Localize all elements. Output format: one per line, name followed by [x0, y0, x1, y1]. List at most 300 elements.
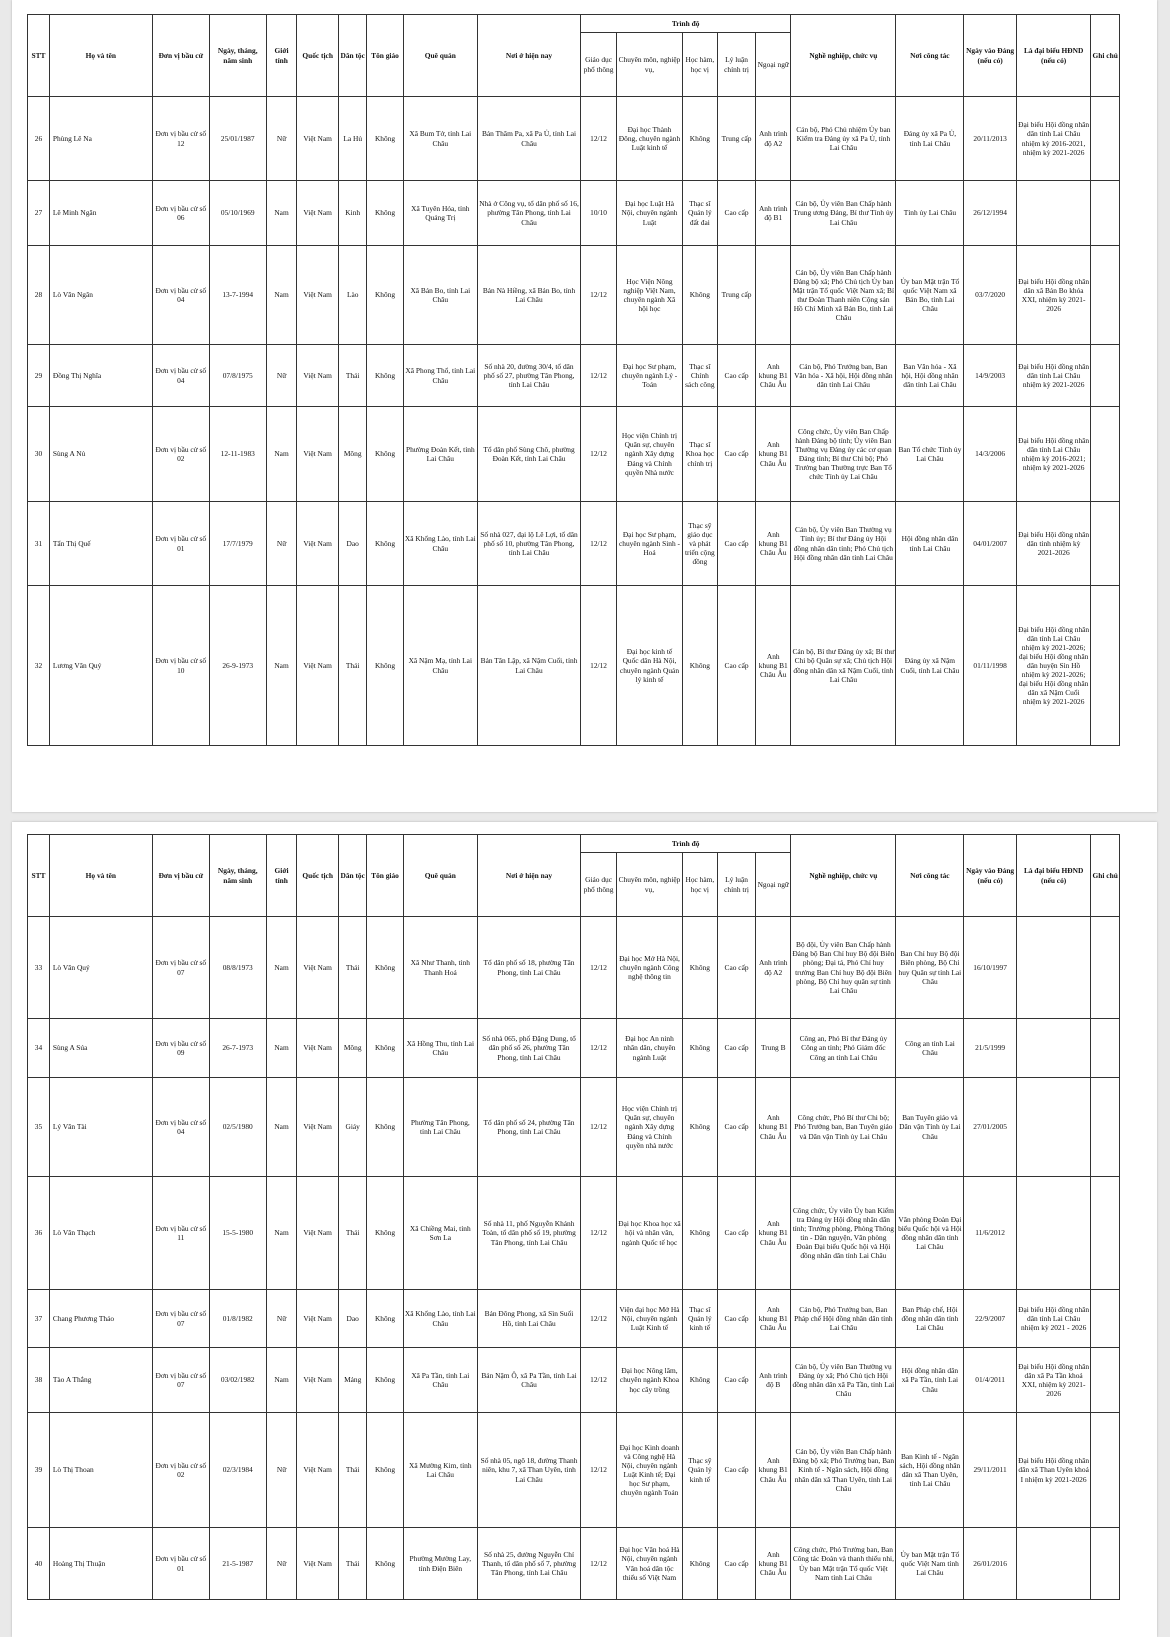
cell-noi-o: Số nhà 027, đại lộ Lê Lợi, tổ dân phố số 10, phường Tân Phong, tỉnh Lai Châu: [478, 502, 581, 586]
cell-dai-bieu: Đại biểu Hội đồng nhân dân tỉnh nhiệm kỳ 2021-2026: [1016, 502, 1090, 586]
cell-noi-o: Bản Nậm Ô, xã Pa Tần, tỉnh Lai Châu: [478, 1348, 581, 1413]
cell-dan-toc: Thái: [338, 1528, 366, 1600]
cell-ly-luan: Cao cấp: [717, 1177, 755, 1290]
cell-ho-ten: Lương Văn Quý: [49, 586, 152, 746]
cell-hoc-ham: Không: [682, 1078, 717, 1177]
cell-ly-luan: Cao cấp: [717, 1290, 755, 1348]
cell-noi-cong-tac: Ban Văn hóa - Xã hội, Hội đồng nhân dân tỉnh Lai Châu: [896, 345, 964, 407]
col-don-vi: Đơn vị bầu cử: [152, 835, 209, 917]
cell-chuyen-mon: Đại học Luật Hà Nội, chuyên ngành Luật: [617, 181, 683, 246]
cell-stt: 34: [28, 1019, 50, 1078]
document-page-2: [12, 822, 1157, 1637]
cell-ghi-chu: [1091, 181, 1120, 246]
cell-quoc-tich: Việt Nam: [297, 1078, 339, 1177]
cell-que-quan: Xã Pa Tần, tỉnh Lai Châu: [403, 1348, 477, 1413]
cell-ngay-sinh: 03/02/1982: [209, 1348, 266, 1413]
cell-gioi-tinh: Nữ: [266, 1528, 297, 1600]
cell-stt: 26: [28, 97, 50, 181]
cell-ngoai-ngu: [756, 246, 791, 345]
cell-ngay-vao-dang: 03/7/2020: [964, 246, 1017, 345]
table-row: [28, 502, 1120, 586]
cell-nghe-nghiep: Công chức, Phó Bí thư Chi bộ; Phó Trưởng ban, Ban Tuyên giáo và Dân vận Tỉnh ủy Lai Châu: [791, 1078, 896, 1177]
cell-stt: 35: [28, 1078, 50, 1177]
cell-hoc-ham: Không: [682, 1348, 717, 1413]
cell-stt: 36: [28, 1177, 50, 1290]
cell-noi-o: Số nhà 25, đường Nguyễn Chí Thanh, tổ dân phố số 7, phường Tân Phong, tỉnh Lai Châu: [478, 1528, 581, 1600]
cell-ngay-sinh: 26-9-1973: [209, 586, 266, 746]
cell-ngay-vao-dang: 26/12/1994: [964, 181, 1017, 246]
cell-que-quan: Xã Nậm Mạ, tỉnh Lai Châu: [403, 586, 477, 746]
cell-quoc-tich: Việt Nam: [297, 1019, 339, 1078]
candidate-table: [27, 834, 1120, 1600]
table-row: [28, 97, 1120, 181]
cell-gioi-tinh: Nam: [266, 1019, 297, 1078]
cell-don-vi: Đơn vị bầu cử số 11: [152, 1177, 209, 1290]
cell-ngay-vao-dang: 11/6/2012: [964, 1177, 1017, 1290]
document-page-1: [12, 0, 1157, 812]
cell-don-vi: Đơn vị bầu cử số 01: [152, 502, 209, 586]
cell-ngay-vao-dang: 22/9/2007: [964, 1290, 1017, 1348]
cell-don-vi: Đơn vị bầu cử số 12: [152, 97, 209, 181]
cell-gdpt: 12/12: [580, 917, 616, 1019]
cell-nghe-nghiep: Cán bộ, Phó Trưởng ban, Ban Pháp chế Hội đồng nhân dân tỉnh Lai Châu: [791, 1290, 896, 1348]
cell-ghi-chu: [1091, 246, 1120, 345]
cell-dan-toc: Mông: [338, 1019, 366, 1078]
col-ngoai-ngu: Ngoại ngữ: [756, 853, 791, 917]
cell-ton-giao: Không: [367, 917, 403, 1019]
cell-don-vi: Đơn vị bầu cử số 04: [152, 345, 209, 407]
cell-chuyen-mon: Đại học kinh tế Quốc dân Hà Nội, chuyên ngành Quản lý kinh tế: [617, 586, 683, 746]
cell-ly-luan: Cao cấp: [717, 1528, 755, 1600]
table-row: [28, 586, 1120, 746]
candidate-table: [27, 14, 1120, 746]
cell-noi-cong-tac: Hội đồng nhân dân xã Pa Tần, tỉnh Lai Châu: [896, 1348, 964, 1413]
cell-ly-luan: Trung cấp: [717, 97, 755, 181]
cell-stt: 29: [28, 345, 50, 407]
cell-chuyen-mon: Đại học Sư phạm, chuyên ngành Lý - Toán: [617, 345, 683, 407]
cell-dan-toc: Thái: [338, 586, 366, 746]
cell-ton-giao: Không: [367, 345, 403, 407]
cell-noi-cong-tac: Ban Kinh tế - Ngân sách, Hội đồng nhân dân xã Than Uyên, tỉnh Lai Châu: [896, 1413, 964, 1528]
col-gioi-tinh: Giới tính: [266, 15, 297, 97]
cell-noi-o: Số nhà 05, ngõ 18, đường Thanh niên, khu 7, xã Than Uyên, tỉnh Lai Châu: [478, 1413, 581, 1528]
cell-ngay-sinh: 02/3/1984: [209, 1413, 266, 1528]
cell-quoc-tich: Việt Nam: [297, 1177, 339, 1290]
cell-ngay-sinh: 17/7/1979: [209, 502, 266, 586]
cell-ton-giao: Không: [367, 1528, 403, 1600]
col-dan-toc: Dân tộc: [338, 835, 366, 917]
cell-noi-cong-tac: Đảng ủy xã Nậm Cuổi, tỉnh Lai Châu: [896, 586, 964, 746]
cell-gioi-tinh: Nữ: [266, 1413, 297, 1528]
cell-ngay-vao-dang: 26/01/2016: [964, 1528, 1017, 1600]
cell-gdpt: 12/12: [580, 1290, 616, 1348]
cell-dai-bieu: Đại biểu Hội đồng nhân dân tỉnh Lai Châu nhiệm kỳ 2021-2026; đại biểu Hội đồng nhân dân huyện Sìn Hồ nhiệm kỳ 2021-2026; đại biểu Hội đồng nhân dân xã Nậm Cuổi nhiệm kỳ 2021-2026: [1016, 586, 1090, 746]
table-row: [28, 1177, 1120, 1290]
cell-gioi-tinh: Nam: [266, 1078, 297, 1177]
cell-hoc-ham: Không: [682, 97, 717, 181]
cell-nghe-nghiep: Cán bộ, Ủy viên Ban Chấp hành Đảng bộ xã; Phó Chủ tịch Ủy ban Mặt trận Tổ quốc Việt Nam xã; Bí thư Đoàn Thanh niên Cộng sản Hồ Chí Minh xã Bản Bo, tỉnh Lai Châu: [791, 246, 896, 345]
cell-ghi-chu: [1091, 97, 1120, 181]
cell-ghi-chu: [1091, 586, 1120, 746]
cell-quoc-tich: Việt Nam: [297, 1290, 339, 1348]
cell-dan-toc: Mông: [338, 407, 366, 502]
table-row: [28, 1019, 1120, 1078]
cell-que-quan: Xã Khổng Lào, tỉnh Lai Châu: [403, 1290, 477, 1348]
cell-ly-luan: Cao cấp: [717, 1078, 755, 1177]
cell-don-vi: Đơn vị bầu cử số 07: [152, 917, 209, 1019]
cell-gdpt: 12/12: [580, 345, 616, 407]
cell-stt: 27: [28, 181, 50, 246]
cell-ngay-sinh: 01/8/1982: [209, 1290, 266, 1348]
cell-que-quan: Xã Bum Tở, tỉnh Lai Châu: [403, 97, 477, 181]
cell-noi-o: Tổ dân phố số 24, phường Tân Phong, tỉnh Lai Châu: [478, 1078, 581, 1177]
cell-stt: 38: [28, 1348, 50, 1413]
table-body: [28, 917, 1120, 1600]
col-gdpt: Giáo dục phổ thông: [580, 853, 616, 917]
cell-ngoai-ngu: Trung B: [756, 1019, 791, 1078]
cell-ngay-vao-dang: 20/11/2013: [964, 97, 1017, 181]
cell-dan-toc: Giáy: [338, 1078, 366, 1177]
table-row: [28, 246, 1120, 345]
cell-gdpt: 12/12: [580, 502, 616, 586]
cell-nghe-nghiep: Công an, Phó Bí thư Đảng ủy Công an tỉnh; Phó Giám đốc Công an tỉnh Lai Châu: [791, 1019, 896, 1078]
cell-ngoai-ngu: Anh khung B1 Châu Âu: [756, 1413, 791, 1528]
table-row: [28, 345, 1120, 407]
col-ngay-sinh: Ngày, tháng, năm sinh: [209, 835, 266, 917]
col-gdpt: Giáo dục phổ thông: [580, 33, 616, 97]
cell-ngoai-ngu: Anh khung B1 Châu Âu: [756, 1290, 791, 1348]
col-hoc-ham: Học hàm, học vị: [682, 33, 717, 97]
cell-ngoai-ngu: Anh trình độ A2: [756, 97, 791, 181]
table-row: [28, 1290, 1120, 1348]
col-quoc-tich: Quốc tịch: [297, 835, 339, 917]
cell-ho-ten: Sùng A Nủ: [49, 407, 152, 502]
cell-nghe-nghiep: Bộ đội, Ủy viên Ban Chấp hành Đảng bộ Ban Chỉ huy Bộ đội Biên phòng; Đại tá, Phó Chỉ huy trưởng Ban Chỉ huy Bộ đội Biên phòng, Bộ Chỉ huy quân sự tỉnh Lai Châu: [791, 917, 896, 1019]
cell-noi-cong-tac: Tỉnh ủy Lai Châu: [896, 181, 964, 246]
cell-nghe-nghiep: Cán bộ, Ủy viên Ban Thường vụ Đảng ủy xã; Phó Chủ tịch Hội đồng nhân dân xã Pa Tần, tỉnh Lai Châu: [791, 1348, 896, 1413]
cell-dan-toc: Dao: [338, 502, 366, 586]
cell-quoc-tich: Việt Nam: [297, 1528, 339, 1600]
cell-dan-toc: Thái: [338, 917, 366, 1019]
cell-hoc-ham: Không: [682, 1177, 717, 1290]
cell-dai-bieu: [1016, 1019, 1090, 1078]
cell-ho-ten: Sùng A Súa: [49, 1019, 152, 1078]
cell-ton-giao: Không: [367, 502, 403, 586]
cell-que-quan: Xã Tuyên Hóa, tỉnh Quảng Trị: [403, 181, 477, 246]
cell-ngay-vao-dang: 29/11/2011: [964, 1413, 1017, 1528]
col-ghi-chu: Ghi chú: [1091, 835, 1120, 917]
cell-ghi-chu: [1091, 1348, 1120, 1413]
col-dai-bieu: Là đại biểu HĐND (nếu có): [1016, 835, 1090, 917]
cell-noi-o: Số nhà 11, phố Nguyễn Khánh Toàn, tổ dân phố số 19, phường Tân Phong, tỉnh Lai Châu: [478, 1177, 581, 1290]
cell-noi-o: Số nhà 065, phố Đặng Dung, tổ dân phố số 26, phường Tân Phong, tỉnh Lai Châu: [478, 1019, 581, 1078]
cell-gioi-tinh: Nam: [266, 407, 297, 502]
cell-ton-giao: Không: [367, 1177, 403, 1290]
cell-ngay-sinh: 05/10/1969: [209, 181, 266, 246]
cell-noi-cong-tac: Ban Tổ chức Tỉnh ủy Lai Châu: [896, 407, 964, 502]
cell-don-vi: Đơn vị bầu cử số 09: [152, 1019, 209, 1078]
cell-ngay-vao-dang: 01/4/2011: [964, 1348, 1017, 1413]
cell-gioi-tinh: Nữ: [266, 502, 297, 586]
cell-que-quan: Xã Chiềng Mai, tỉnh Sơn La: [403, 1177, 477, 1290]
cell-don-vi: Đơn vị bầu cử số 01: [152, 1528, 209, 1600]
cell-dan-toc: Lào: [338, 246, 366, 345]
cell-ho-ten: Lò Thị Thoan: [49, 1413, 152, 1528]
cell-quoc-tich: Việt Nam: [297, 502, 339, 586]
cell-que-quan: Phường Mường Lay, tỉnh Điện Biên: [403, 1528, 477, 1600]
cell-ho-ten: Đồng Thị Nghĩa: [49, 345, 152, 407]
col-que-quan: Quê quán: [403, 835, 477, 917]
col-noi-cong-tac: Nơi công tác: [896, 835, 964, 917]
cell-que-quan: Xã Bản Bo, tỉnh Lai Châu: [403, 246, 477, 345]
cell-don-vi: Đơn vị bầu cử số 07: [152, 1290, 209, 1348]
cell-don-vi: Đơn vị bầu cử số 02: [152, 1413, 209, 1528]
table-row: [28, 1078, 1120, 1177]
cell-noi-cong-tac: Ban Chỉ huy Bộ đội Biên phòng, Bộ Chỉ huy Quân sự tỉnh Lai Châu: [896, 917, 964, 1019]
table-row: [28, 1413, 1120, 1528]
cell-dai-bieu: Đại biểu Hội đồng nhân dân xã Than Uyên khoá I nhiệm kỳ 2021-2026: [1016, 1413, 1090, 1528]
cell-don-vi: Đơn vị bầu cử số 04: [152, 246, 209, 345]
cell-ton-giao: Không: [367, 1413, 403, 1528]
cell-chuyen-mon: Đại học Kinh doanh và Công nghệ Hà Nội, chuyên ngành Luật Kinh tế; Đại học Sư phạm, chuyên ngành Toán: [617, 1413, 683, 1528]
cell-gdpt: 12/12: [580, 1078, 616, 1177]
cell-ngay-sinh: 12-11-1983: [209, 407, 266, 502]
col-quoc-tich: Quốc tịch: [297, 15, 339, 97]
cell-nghe-nghiep: Công chức, Phó Trưởng ban, Ban Công tác Đoàn và thanh thiếu nhi, Ủy ban Mặt trận Tổ quốc Việt Nam tỉnh Lai Châu: [791, 1528, 896, 1600]
cell-dan-toc: Mảng: [338, 1348, 366, 1413]
cell-ngoai-ngu: Anh trình độ B: [756, 1348, 791, 1413]
cell-gdpt: 12/12: [580, 1413, 616, 1528]
cell-gdpt: 12/12: [580, 1019, 616, 1078]
cell-que-quan: Phường Đoàn Kết, tỉnh Lai Châu: [403, 407, 477, 502]
cell-ton-giao: Không: [367, 407, 403, 502]
cell-noi-cong-tac: Văn phòng Đoàn Đại biểu Quốc hội và Hội đồng nhân dân tỉnh Lai Châu: [896, 1177, 964, 1290]
col-ngay-vao-dang: Ngày vào Đảng (nếu có): [964, 835, 1017, 917]
cell-dan-toc: La Hủ: [338, 97, 366, 181]
cell-ho-ten: Lò Văn Ngân: [49, 246, 152, 345]
cell-dan-toc: Thái: [338, 1413, 366, 1528]
col-ton-giao: Tôn giáo: [367, 835, 403, 917]
cell-gdpt: 12/12: [580, 1177, 616, 1290]
cell-hoc-ham: Thạc sỹ Quản lý kinh tế: [682, 1413, 717, 1528]
cell-hoc-ham: Không: [682, 586, 717, 746]
cell-hoc-ham: Thạc sĩ Quản lý kinh tế: [682, 1290, 717, 1348]
cell-ngay-sinh: 15-5-1980: [209, 1177, 266, 1290]
col-ly-luan: Lý luận chính trị: [717, 33, 755, 97]
cell-chuyen-mon: Đại học Thành Đông, chuyên ngành Luật kinh tế: [617, 97, 683, 181]
cell-hoc-ham: Không: [682, 1528, 717, 1600]
cell-nghe-nghiep: Cán bộ, Bí thư Đảng ủy xã; Bí thư Chi bộ Quân sự xã; Chủ tịch Hội đồng nhân dân xã Nậm Cuổi, tỉnh Lai Châu: [791, 586, 896, 746]
cell-ho-ten: Tẩn Thị Quế: [49, 502, 152, 586]
col-ngoai-ngu: Ngoại ngữ: [756, 33, 791, 97]
cell-ly-luan: Cao cấp: [717, 502, 755, 586]
cell-gioi-tinh: Nam: [266, 1177, 297, 1290]
cell-ton-giao: Không: [367, 1348, 403, 1413]
table-row: [28, 917, 1120, 1019]
cell-ghi-chu: [1091, 1290, 1120, 1348]
cell-ngay-vao-dang: 14/3/2006: [964, 407, 1017, 502]
cell-chuyen-mon: Đại học Sư phạm, chuyên ngành Sinh - Hoá: [617, 502, 683, 586]
cell-dan-toc: Thái: [338, 1177, 366, 1290]
cell-quoc-tich: Việt Nam: [297, 345, 339, 407]
col-chuyen-mon: Chuyên môn, nghiệp vụ,: [617, 33, 683, 97]
cell-stt: 28: [28, 246, 50, 345]
cell-gdpt: 10/10: [580, 181, 616, 246]
cell-que-quan: Xã Khổng Lào, tỉnh Lai Châu: [403, 502, 477, 586]
cell-ghi-chu: [1091, 1177, 1120, 1290]
cell-ghi-chu: [1091, 1413, 1120, 1528]
cell-ngoai-ngu: Anh khung B1 Châu Âu: [756, 586, 791, 746]
cell-dan-toc: Kinh: [338, 181, 366, 246]
cell-ngoai-ngu: Anh khung B1 Châu Âu: [756, 1528, 791, 1600]
cell-noi-o: Nhà ở Công vụ, tổ dân phố số 16, phường Tân Phong, tỉnh Lai Châu: [478, 181, 581, 246]
cell-ngay-sinh: 13-7-1994: [209, 246, 266, 345]
cell-gdpt: 12/12: [580, 586, 616, 746]
cell-noi-cong-tac: Ban Pháp chế, Hội đồng nhân dân tỉnh Lai Châu: [896, 1290, 964, 1348]
cell-gdpt: 12/12: [580, 97, 616, 181]
cell-ngay-vao-dang: 14/9/2003: [964, 345, 1017, 407]
cell-chuyen-mon: Viện đại học Mở Hà Nội, chuyên ngành Luật Kinh tế: [617, 1290, 683, 1348]
cell-que-quan: Phường Tân Phong, tỉnh Lai Châu: [403, 1078, 477, 1177]
cell-quoc-tich: Việt Nam: [297, 181, 339, 246]
cell-ngoai-ngu: Anh khung B1 Châu Âu: [756, 407, 791, 502]
col-ton-giao: Tôn giáo: [367, 15, 403, 97]
table-row: [28, 1348, 1120, 1413]
cell-dan-toc: Thái: [338, 345, 366, 407]
cell-gioi-tinh: Nam: [266, 1348, 297, 1413]
cell-don-vi: Đơn vị bầu cử số 10: [152, 586, 209, 746]
cell-stt: 40: [28, 1528, 50, 1600]
cell-ngay-sinh: 26-7-1973: [209, 1019, 266, 1078]
col-trinh-do: Trình độ: [580, 835, 790, 853]
cell-dai-bieu: Đại biểu Hội đồng nhân dân tỉnh Lai Châu nhiệm kỳ 2016-2021, nhiệm kỳ 2021-2026: [1016, 97, 1090, 181]
cell-ho-ten: Lê Minh Ngân: [49, 181, 152, 246]
cell-stt: 39: [28, 1413, 50, 1528]
cell-gdpt: 12/12: [580, 1528, 616, 1600]
cell-chuyen-mon: Học viện Chính trị Quân sự, chuyên ngành Xây dựng Đảng và Chính quyền Nhà nước: [617, 407, 683, 502]
cell-ngay-sinh: 08/8/1973: [209, 917, 266, 1019]
cell-stt: 37: [28, 1290, 50, 1348]
cell-ly-luan: Trung cấp: [717, 246, 755, 345]
cell-ngay-vao-dang: 01/11/1998: [964, 586, 1017, 746]
cell-ho-ten: Hoàng Thị Thuận: [49, 1528, 152, 1600]
cell-hoc-ham: Không: [682, 1019, 717, 1078]
cell-quoc-tich: Việt Nam: [297, 586, 339, 746]
cell-don-vi: Đơn vị bầu cử số 02: [152, 407, 209, 502]
cell-ngay-sinh: 07/8/1975: [209, 345, 266, 407]
cell-gioi-tinh: Nam: [266, 917, 297, 1019]
col-nghe-nghiep: Nghề nghiệp, chức vụ: [791, 835, 896, 917]
cell-quoc-tich: Việt Nam: [297, 1413, 339, 1528]
cell-ho-ten: Lò Văn Quý: [49, 917, 152, 1019]
cell-gdpt: 12/12: [580, 407, 616, 502]
cell-noi-cong-tac: Ủy ban Mặt trận Tổ quốc Việt Nam xã Bản Bo, tỉnh Lai Châu: [896, 246, 964, 345]
cell-ho-ten: Lý Văn Tài: [49, 1078, 152, 1177]
table-row: [28, 181, 1120, 246]
cell-ho-ten: Tào A Thắng: [49, 1348, 152, 1413]
cell-que-quan: Xã Phong Thổ, tỉnh Lai Châu: [403, 345, 477, 407]
cell-dai-bieu: Đại biểu Hội đồng nhân dân tỉnh Lai Châu nhiệm kỳ 2021 - 2026: [1016, 1290, 1090, 1348]
cell-dai-bieu: [1016, 917, 1090, 1019]
cell-ghi-chu: [1091, 917, 1120, 1019]
cell-ngoai-ngu: Anh khung B1 Châu Âu: [756, 1078, 791, 1177]
cell-hoc-ham: Không: [682, 917, 717, 1019]
cell-don-vi: Đơn vị bầu cử số 04: [152, 1078, 209, 1177]
cell-ngoai-ngu: Anh khung B1 Châu Âu: [756, 345, 791, 407]
cell-gioi-tinh: Nam: [266, 246, 297, 345]
cell-ho-ten: Lò Văn Thạch: [49, 1177, 152, 1290]
cell-ngay-sinh: 21-5-1987: [209, 1528, 266, 1600]
cell-gioi-tinh: Nam: [266, 586, 297, 746]
col-ngay-vao-dang: Ngày vào Đảng (nếu có): [964, 15, 1017, 97]
col-dan-toc: Dân tộc: [338, 15, 366, 97]
cell-gioi-tinh: Nữ: [266, 97, 297, 181]
cell-gdpt: 12/12: [580, 246, 616, 345]
cell-ton-giao: Không: [367, 1078, 403, 1177]
cell-don-vi: Đơn vị bầu cử số 07: [152, 1348, 209, 1413]
cell-noi-o: Tổ dân phố Sùng Chô, phường Đoàn Kết, tỉnh Lai Châu: [478, 407, 581, 502]
col-ly-luan: Lý luận chính trị: [717, 853, 755, 917]
col-trinh-do: Trình độ: [580, 15, 790, 33]
col-ghi-chu: Ghi chú: [1091, 15, 1120, 97]
cell-ly-luan: Cao cấp: [717, 407, 755, 502]
cell-nghe-nghiep: Cán bộ, Phó Chủ nhiệm Ủy ban Kiểm tra Đảng ủy xã Pa Ủ, tỉnh Lai Châu: [791, 97, 896, 181]
cell-ngoai-ngu: Anh trình độ A2: [756, 917, 791, 1019]
cell-ly-luan: Cao cấp: [717, 1348, 755, 1413]
cell-ho-ten: Chang Phương Thảo: [49, 1290, 152, 1348]
cell-ngoai-ngu: Anh khung B1 Châu Âu: [756, 1177, 791, 1290]
col-chuyen-mon: Chuyên môn, nghiệp vụ,: [617, 853, 683, 917]
cell-stt: 33: [28, 917, 50, 1019]
cell-quoc-tich: Việt Nam: [297, 246, 339, 345]
col-stt: STT: [28, 835, 50, 917]
cell-dai-bieu: Đại biểu Hội đồng nhân dân tỉnh Lai Châu nhiệm kỳ 2016-2021; nhiệm kỳ 2021-2026: [1016, 407, 1090, 502]
cell-dai-bieu: Đại biểu Hội đồng nhân dân xã Pa Tần khoá XXI, nhiệm kỳ 2021-2026: [1016, 1348, 1090, 1413]
cell-chuyen-mon: Học viện Chính trị Quân sự, chuyên ngành Xây dựng Đảng và Chính quyền nhà nước: [617, 1078, 683, 1177]
cell-noi-cong-tac: Đảng ủy xã Pa Ủ, tỉnh Lai Châu: [896, 97, 964, 181]
cell-chuyen-mon: Đại học Khoa học xã hội và nhân văn, ngành Quốc tế học: [617, 1177, 683, 1290]
cell-gdpt: 12/12: [580, 1348, 616, 1413]
cell-gioi-tinh: Nam: [266, 181, 297, 246]
cell-hoc-ham: Thạc sĩ Quản lý đất đai: [682, 181, 717, 246]
cell-dai-bieu: [1016, 1528, 1090, 1600]
cell-ngoai-ngu: Anh khung B1 Châu Âu: [756, 502, 791, 586]
col-noi-o: Nơi ở hiện nay: [478, 835, 581, 917]
cell-noi-cong-tac: Ủy ban Mặt trận Tổ quốc Việt Nam tỉnh Lai Châu: [896, 1528, 964, 1600]
table-body: [28, 97, 1120, 746]
col-dai-bieu: Là đại biểu HĐND (nếu có): [1016, 15, 1090, 97]
cell-hoc-ham: Không: [682, 246, 717, 345]
col-noi-cong-tac: Nơi công tác: [896, 15, 964, 97]
col-ho-ten: Họ và tên: [49, 835, 152, 917]
cell-ton-giao: Không: [367, 246, 403, 345]
cell-ho-ten: Phùng Lê Na: [49, 97, 152, 181]
cell-ngay-sinh: 02/5/1980: [209, 1078, 266, 1177]
cell-dan-toc: Dao: [338, 1290, 366, 1348]
cell-noi-o: Tổ dân phố số 18, phường Tân Phong, tỉnh Lai Châu: [478, 917, 581, 1019]
col-hoc-ham: Học hàm, học vị: [682, 853, 717, 917]
cell-don-vi: Đơn vị bầu cử số 06: [152, 181, 209, 246]
cell-hoc-ham: Thạc sỹ giáo dục và phát triển cộng đồng: [682, 502, 717, 586]
cell-ghi-chu: [1091, 407, 1120, 502]
cell-hoc-ham: Thạc sĩ Khoa học chính trị: [682, 407, 717, 502]
col-stt: STT: [28, 15, 50, 97]
cell-chuyen-mon: Đại học Nông lâm, chuyên ngành Khoa học cây trồng: [617, 1348, 683, 1413]
cell-dai-bieu: [1016, 1078, 1090, 1177]
cell-noi-cong-tac: Ban Tuyên giáo và Dân vận Tỉnh ủy Lai Châu: [896, 1078, 964, 1177]
cell-ly-luan: Cao cấp: [717, 1019, 755, 1078]
col-noi-o: Nơi ở hiện nay: [478, 15, 581, 97]
